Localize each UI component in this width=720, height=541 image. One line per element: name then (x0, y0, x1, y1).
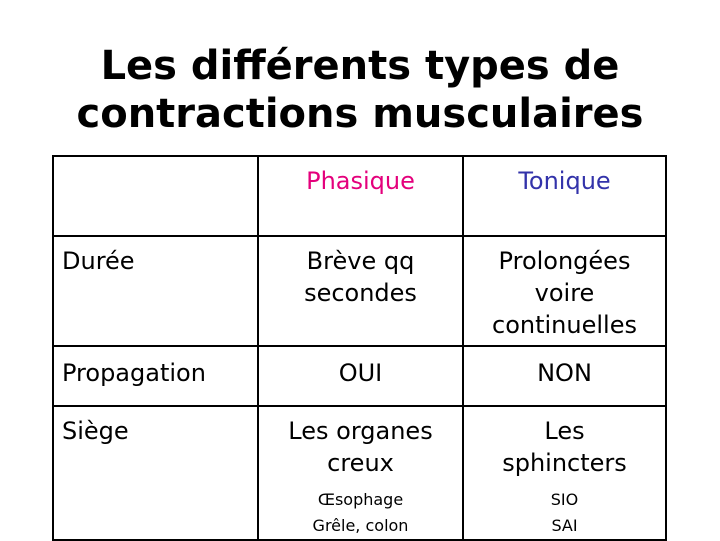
duree-tonique-line-3: continuelles (492, 311, 637, 339)
row-label-siege: Siège (53, 406, 258, 540)
cell-siege-phasique (258, 406, 463, 540)
row-propagation (53, 346, 666, 406)
siege-tonique-line-1: Les (544, 417, 585, 445)
title-line-1: Les différents types de (100, 43, 620, 89)
cell-duree-phasique (258, 236, 463, 346)
contractions-table (52, 155, 667, 541)
siege-phasique-line-1: Les organes (288, 417, 433, 445)
duree-tonique-line-2: voire (534, 279, 595, 307)
header-tonique: Tonique (463, 156, 666, 236)
cell-propagation-tonique: NON (463, 346, 666, 406)
cell-duree-tonique (463, 236, 666, 346)
siege-tonique-detail-2: SAI (551, 516, 578, 535)
duree-tonique-line-1: Prolongées (498, 247, 631, 275)
header-row (53, 156, 666, 236)
duree-phasique-line-1: Brève qq (306, 247, 415, 275)
siege-phasique-detail-2: Grêle, colon (312, 516, 409, 535)
duree-phasique-line-2: secondes (304, 279, 417, 307)
header-empty-cell (53, 156, 258, 236)
row-label-duree: Durée (53, 236, 258, 346)
cell-propagation-phasique: OUI (258, 346, 463, 406)
title-line-2: contractions musculaires (76, 91, 644, 137)
cell-siege-tonique (463, 406, 666, 540)
siege-phasique-detail-1: Œsophage (317, 490, 404, 509)
siege-tonique-detail-1: SIO (550, 490, 579, 509)
row-duree (53, 236, 666, 346)
siege-phasique-line-2: creux (327, 449, 394, 477)
siege-tonique-line-2: sphincters (502, 449, 627, 477)
slide-title (0, 42, 720, 138)
header-phasique: Phasique (258, 156, 463, 236)
row-siege (53, 406, 666, 540)
row-label-propagation: Propagation (53, 346, 258, 406)
